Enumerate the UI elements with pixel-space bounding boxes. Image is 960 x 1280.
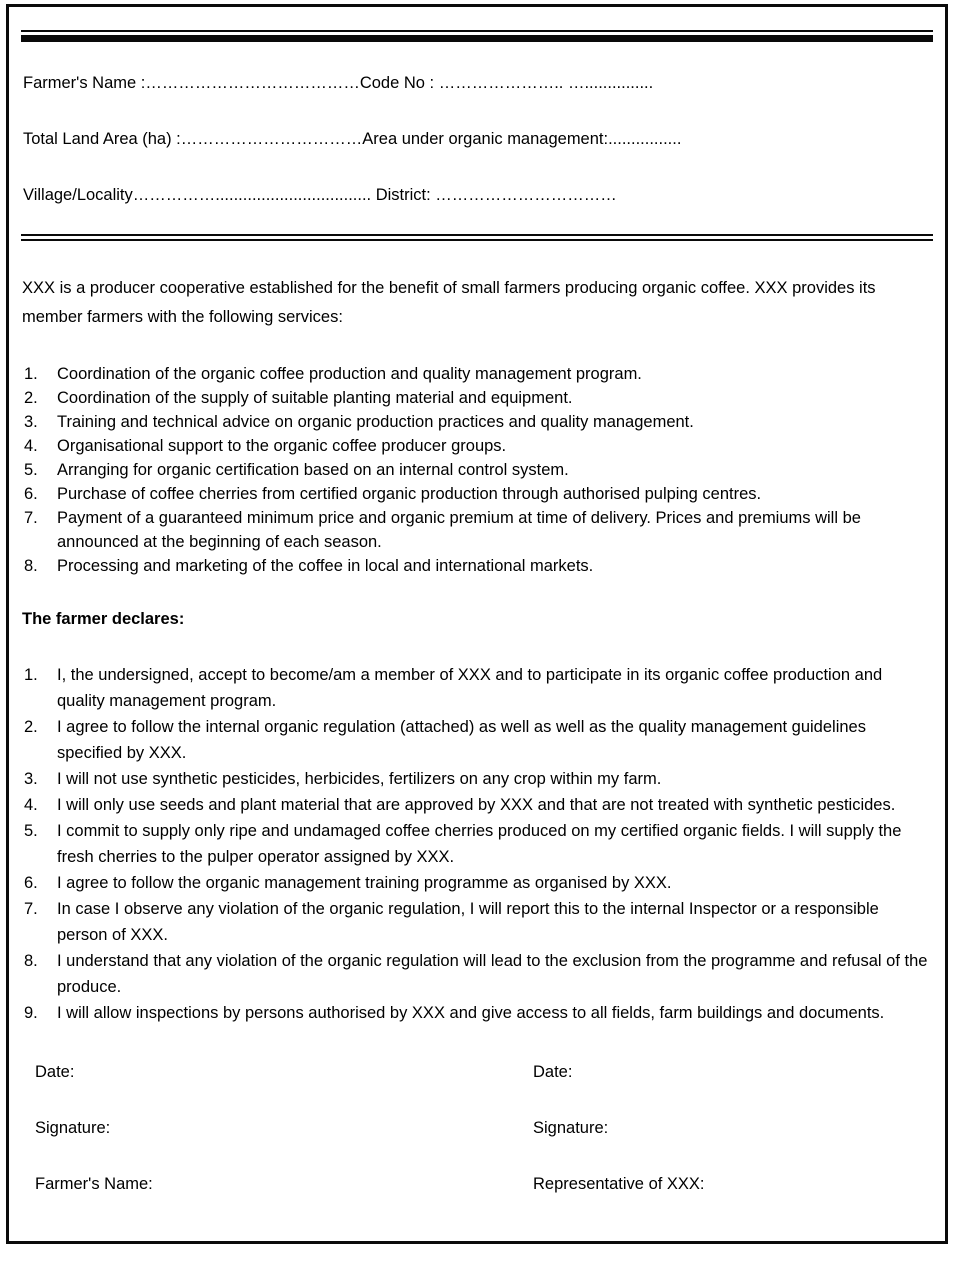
list-item-line: I will only use seeds and plant material that are approved by XXX and that are not treated with synthetic pesticides. [57,796,896,814]
signature-label: Signature: [35,1119,111,1137]
list-item-text [57,362,642,386]
farmer-signature-column [21,1062,519,1194]
list-item [21,948,933,1000]
header-bottom-rule-b [21,239,933,241]
list-item-line: Coordination of the supply of suitable planting material and equipment. [57,389,573,407]
list-item-text [57,792,895,818]
intro-line: member farmers with the following services: [22,308,343,326]
village-district-field: Village/Locality…………….................................. District: …………………………… [23,186,617,204]
document-page [6,4,948,1244]
list-item-line: Coordination of the organic coffee production and quality management program. [57,365,642,383]
list-item [21,362,933,386]
list-item [21,458,933,482]
list-item-number: 4. [24,437,38,455]
list-item-text [57,714,866,766]
list-item-number: 7. [24,900,38,918]
list-item-text [57,554,593,578]
representative-signature-column [519,1062,933,1194]
list-item [21,766,933,792]
list-item [21,870,933,896]
list-item [21,554,933,578]
list-item-line: I agree to follow the internal organic regulation (attached) as well as well as the quality management guidelines [57,718,866,736]
list-item-line: Training and technical advice on organic production practices and quality management. [57,413,694,431]
list-item-number: 5. [24,461,38,479]
list-item [21,386,933,410]
list-item-text [57,410,694,434]
list-item-text [57,506,861,554]
list-item-number: 4. [24,796,38,814]
list-item-number: 3. [24,413,38,431]
list-item [21,506,933,554]
top-double-rule-thick [21,35,933,42]
intro-line: XXX is a producer cooperative established for the benefit of small farmers producing organic coffee. XXX provides its [22,279,876,297]
list-item-text [57,870,672,896]
date-label: Date: [35,1063,75,1081]
list-item-line: Processing and marketing of the coffee in local and international markets. [57,557,594,575]
list-item-line: Organisational support to the organic coffee producer groups. [57,437,507,455]
signature-block [21,1062,933,1194]
representative-label: Representative of XXX: [533,1175,705,1193]
list-item-line: I will not use synthetic pesticides, herbicides, fertilizers on any crop within my farm. [57,770,662,788]
list-item-number: 5. [24,822,38,840]
list-item-line: In case I observe any violation of the organic regulation, I will report this to the internal Inspector or a responsible [57,900,879,918]
list-item-line: produce. [57,978,122,996]
list-item-line: person of XXX. [57,926,168,944]
list-item-line: I will allow inspections by persons authorised by XXX and give access to all fields, farm buildings and documents. [57,1004,885,1022]
list-item [21,482,933,506]
list-item-text [57,434,506,458]
list-item [21,792,933,818]
list-item-line: I understand that any violation of the organic regulation will lead to the exclusion from the programme and refusal of the [57,952,928,970]
list-item-line: I commit to supply only ripe and undamaged coffee cherries produced on my certified organic fields. I will supply the [57,822,902,840]
list-item-number: 6. [24,874,38,892]
declarations-list [21,662,933,1026]
list-item [21,818,933,870]
list-item-line: fresh cherries to the pulper operator assigned by XXX. [57,848,455,866]
list-item-text [57,948,927,1000]
list-item-text [57,482,761,506]
list-item-line: Arranging for organic certification based on an internal control system. [57,461,569,479]
list-item-number: 1. [24,365,38,383]
list-item-text [57,386,573,410]
list-item-line: I agree to follow the organic management training programme as organised by XXX. [57,874,672,892]
intro-paragraph [21,274,933,332]
list-item [21,662,933,714]
list-item-number: 2. [24,718,38,736]
list-item-text [57,662,882,714]
list-item-number: 3. [24,770,38,788]
services-list [21,362,933,578]
list-item-number: 6. [24,485,38,503]
farmers-name-code-field: Farmer's Name :…………………………………Code No : ………………….. …............... [23,74,654,92]
list-item-text [57,766,661,792]
list-item-line: specified by XXX. [57,744,187,762]
list-item-line: quality management program. [57,692,277,710]
list-item-text [57,896,879,948]
list-item-line: Payment of a guaranteed minimum price and organic premium at time of delivery. Prices and premiums will be [57,509,861,527]
date-label: Date: [533,1063,573,1081]
list-item-number: 7. [24,509,38,527]
list-item-number: 9. [24,1004,38,1022]
list-item-number: 2. [24,389,38,407]
list-item-line: I, the undersigned, accept to become/am a member of XXX and to participate in its organic coffee production and [57,666,883,684]
list-item [21,1000,933,1026]
land-area-field: Total Land Area (ha) :……………………………Area under organic management:................ [23,130,682,148]
top-double-rule-thin [21,30,933,32]
list-item-number: 1. [24,666,38,684]
list-item [21,896,933,948]
list-item-line: Purchase of coffee cherries from certified organic production through authorised pulping centres. [57,485,762,503]
farmer-name-label: Farmer's Name: [35,1175,153,1193]
list-item-text [57,458,569,482]
header-bottom-rule-a [21,234,933,236]
list-item-text [57,1000,884,1026]
form-header [21,73,933,205]
list-item [21,434,933,458]
signature-label: Signature: [533,1119,609,1137]
list-item [21,714,933,766]
list-item-number: 8. [24,557,38,575]
farmer-declares-heading: The farmer declares: [22,610,185,628]
list-item-number: 8. [24,952,38,970]
list-item-text [57,818,901,870]
list-item-line: announced at the beginning of each season. [57,533,382,551]
list-item [21,410,933,434]
